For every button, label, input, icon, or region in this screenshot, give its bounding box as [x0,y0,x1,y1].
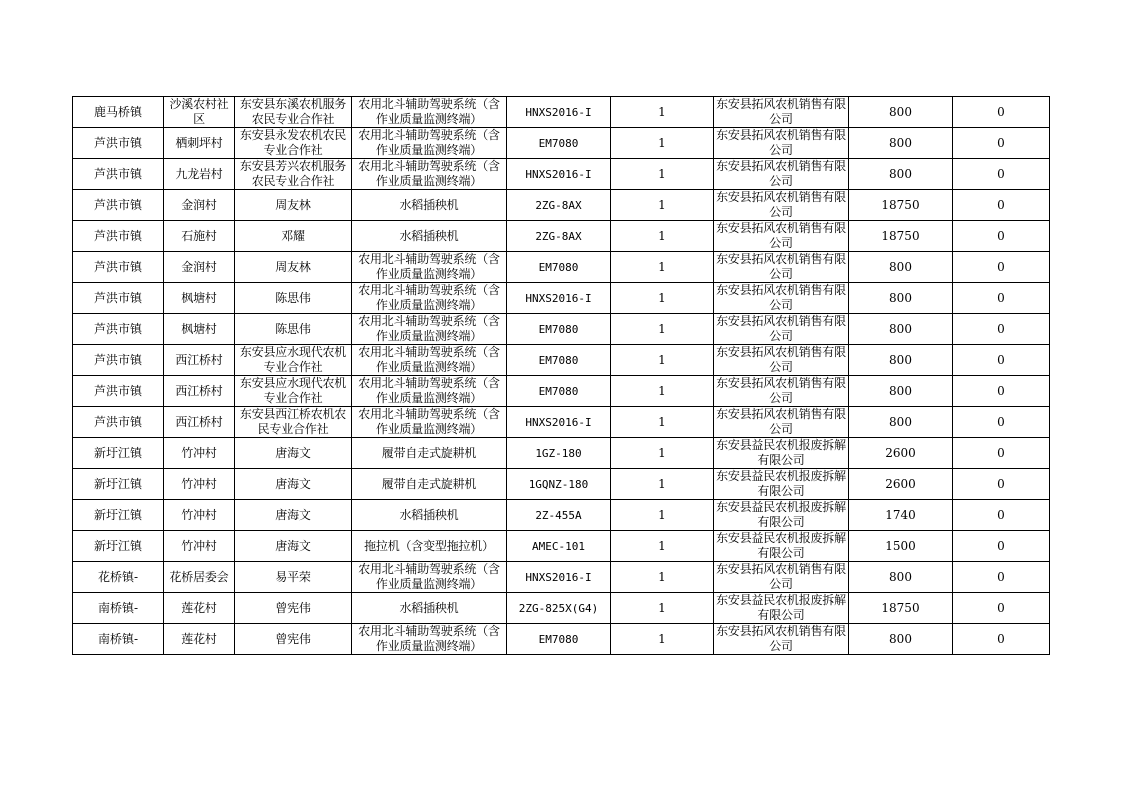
cell-extra-amount: 0 [953,221,1050,252]
cell-quantity: 1 [611,314,714,345]
cell-model: AMEC-101 [507,531,611,562]
table-row [73,190,1050,221]
cell-model: HNXS2016-I [507,97,611,128]
cell-quantity: 1 [611,159,714,190]
table-row [73,469,1050,500]
cell-subsidy-amount: 800 [849,624,953,655]
cell-owner: 东安县应水现代农机专业合作社 [235,376,352,407]
cell-quantity: 1 [611,376,714,407]
cell-extra-amount: 0 [953,407,1050,438]
table-row [73,500,1050,531]
cell-subsidy-amount: 800 [849,159,953,190]
cell-town: 芦洪市镇 [73,314,164,345]
cell-owner: 唐海文 [235,469,352,500]
cell-subsidy-amount: 18750 [849,221,953,252]
cell-village: 竹冲村 [164,469,235,500]
cell-model: 2Z-455A [507,500,611,531]
cell-town: 花桥镇- [73,562,164,593]
cell-seller: 东安县益民农机报废拆解有限公司 [714,593,849,624]
cell-machine: 拖拉机（含变型拖拉机） [352,531,507,562]
cell-town: 芦洪市镇 [73,252,164,283]
cell-town: 芦洪市镇 [73,345,164,376]
cell-model: EM7080 [507,376,611,407]
cell-town: 新圩江镇 [73,469,164,500]
cell-village: 莲花村 [164,593,235,624]
cell-extra-amount: 0 [953,283,1050,314]
cell-subsidy-amount: 18750 [849,593,953,624]
cell-subsidy-amount: 800 [849,345,953,376]
cell-machine: 农用北斗辅助驾驶系统（含作业质量监测终端） [352,314,507,345]
cell-town: 新圩江镇 [73,531,164,562]
cell-model: HNXS2016-I [507,283,611,314]
cell-subsidy-amount: 800 [849,314,953,345]
cell-model: HNXS2016-I [507,407,611,438]
cell-seller: 东安县拓风农机销售有限公司 [714,562,849,593]
table-row [73,128,1050,159]
cell-village: 西江桥村 [164,345,235,376]
cell-machine: 农用北斗辅助驾驶系统（含作业质量监测终端） [352,128,507,159]
cell-quantity: 1 [611,469,714,500]
cell-machine: 农用北斗辅助驾驶系统（含作业质量监测终端） [352,562,507,593]
cell-owner: 曾宪伟 [235,624,352,655]
cell-subsidy-amount: 800 [849,376,953,407]
cell-extra-amount: 0 [953,97,1050,128]
cell-town: 鹿马桥镇 [73,97,164,128]
cell-machine: 水稻插秧机 [352,221,507,252]
cell-owner: 唐海文 [235,438,352,469]
cell-owner: 易平荣 [235,562,352,593]
cell-town: 新圩江镇 [73,438,164,469]
cell-owner: 东安县永发农机农民专业合作社 [235,128,352,159]
cell-seller: 东安县益民农机报废拆解有限公司 [714,531,849,562]
cell-machine: 水稻插秧机 [352,593,507,624]
cell-quantity: 1 [611,500,714,531]
cell-subsidy-amount: 18750 [849,190,953,221]
table-row [73,376,1050,407]
cell-seller: 东安县拓风农机销售有限公司 [714,345,849,376]
cell-seller: 东安县拓风农机销售有限公司 [714,159,849,190]
cell-subsidy-amount: 800 [849,562,953,593]
cell-machine: 农用北斗辅助驾驶系统（含作业质量监测终端） [352,407,507,438]
table-row [73,221,1050,252]
cell-model: EM7080 [507,624,611,655]
cell-village: 石施村 [164,221,235,252]
cell-extra-amount: 0 [953,345,1050,376]
table-row [73,531,1050,562]
table-row [73,407,1050,438]
cell-machine: 履带自走式旋耕机 [352,438,507,469]
cell-subsidy-amount: 800 [849,97,953,128]
cell-model: EM7080 [507,345,611,376]
cell-model: EM7080 [507,314,611,345]
cell-town: 芦洪市镇 [73,128,164,159]
cell-seller: 东安县拓风农机销售有限公司 [714,283,849,314]
cell-extra-amount: 0 [953,500,1050,531]
cell-extra-amount: 0 [953,438,1050,469]
table-row [73,314,1050,345]
cell-village: 金润村 [164,252,235,283]
data-table [72,96,1050,655]
cell-extra-amount: 0 [953,159,1050,190]
cell-quantity: 1 [611,407,714,438]
cell-subsidy-amount: 800 [849,252,953,283]
cell-model: 1GQNZ-180 [507,469,611,500]
table-row [73,345,1050,376]
cell-quantity: 1 [611,562,714,593]
cell-machine: 农用北斗辅助驾驶系统（含作业质量监测终端） [352,252,507,283]
cell-model: 2ZG-8AX [507,190,611,221]
cell-owner: 东安县芳兴农机服务农民专业合作社 [235,159,352,190]
cell-subsidy-amount: 800 [849,407,953,438]
cell-model: 2ZG-8AX [507,221,611,252]
cell-quantity: 1 [611,221,714,252]
cell-seller: 东安县拓风农机销售有限公司 [714,128,849,159]
cell-extra-amount: 0 [953,190,1050,221]
cell-village: 竹冲村 [164,500,235,531]
cell-owner: 曾宪伟 [235,593,352,624]
cell-extra-amount: 0 [953,376,1050,407]
cell-village: 竹冲村 [164,531,235,562]
cell-seller: 东安县拓风农机销售有限公司 [714,221,849,252]
cell-town: 南桥镇- [73,593,164,624]
cell-quantity: 1 [611,283,714,314]
cell-owner: 东安县西江桥农机农民专业合作社 [235,407,352,438]
cell-machine: 农用北斗辅助驾驶系统（含作业质量监测终端） [352,97,507,128]
cell-machine: 农用北斗辅助驾驶系统（含作业质量监测终端） [352,159,507,190]
cell-extra-amount: 0 [953,252,1050,283]
cell-subsidy-amount: 1500 [849,531,953,562]
cell-model: 1GZ-180 [507,438,611,469]
cell-extra-amount: 0 [953,562,1050,593]
cell-owner: 东安县应水现代农机专业合作社 [235,345,352,376]
cell-model: HNXS2016-I [507,562,611,593]
cell-model: EM7080 [507,128,611,159]
cell-subsidy-amount: 2600 [849,438,953,469]
cell-seller: 东安县拓风农机销售有限公司 [714,190,849,221]
table-body [73,97,1050,655]
cell-seller: 东安县益民农机报废拆解有限公司 [714,438,849,469]
cell-quantity: 1 [611,531,714,562]
cell-seller: 东安县拓风农机销售有限公司 [714,376,849,407]
cell-seller: 东安县拓风农机销售有限公司 [714,407,849,438]
cell-village: 花桥居委会 [164,562,235,593]
cell-machine: 农用北斗辅助驾驶系统（含作业质量监测终端） [352,376,507,407]
cell-town: 芦洪市镇 [73,376,164,407]
cell-seller: 东安县益民农机报废拆解有限公司 [714,469,849,500]
cell-seller: 东安县拓风农机销售有限公司 [714,624,849,655]
table-row [73,624,1050,655]
cell-extra-amount: 0 [953,469,1050,500]
cell-machine: 农用北斗辅助驾驶系统（含作业质量监测终端） [352,283,507,314]
cell-town: 芦洪市镇 [73,221,164,252]
cell-seller: 东安县益民农机报废拆解有限公司 [714,500,849,531]
table-row [73,593,1050,624]
table-row [73,97,1050,128]
cell-village: 西江桥村 [164,376,235,407]
cell-owner: 唐海文 [235,500,352,531]
cell-seller: 东安县拓风农机销售有限公司 [714,314,849,345]
cell-machine: 农用北斗辅助驾驶系统（含作业质量监测终端） [352,345,507,376]
cell-village: 枫塘村 [164,314,235,345]
cell-village: 莲花村 [164,624,235,655]
table-row [73,562,1050,593]
cell-quantity: 1 [611,128,714,159]
cell-town: 南桥镇- [73,624,164,655]
cell-quantity: 1 [611,624,714,655]
cell-quantity: 1 [611,345,714,376]
cell-quantity: 1 [611,252,714,283]
cell-model: HNXS2016-I [507,159,611,190]
cell-village: 金润村 [164,190,235,221]
table-row [73,252,1050,283]
table-row [73,283,1050,314]
cell-village: 竹冲村 [164,438,235,469]
cell-village: 西江桥村 [164,407,235,438]
cell-machine: 水稻插秧机 [352,500,507,531]
table-row [73,438,1050,469]
cell-model: EM7080 [507,252,611,283]
cell-town: 芦洪市镇 [73,283,164,314]
cell-extra-amount: 0 [953,624,1050,655]
cell-model: 2ZG-825X(G4) [507,593,611,624]
cell-village: 九龙岩村 [164,159,235,190]
cell-extra-amount: 0 [953,531,1050,562]
cell-village: 枫塘村 [164,283,235,314]
cell-owner: 东安县东溪农机服务农民专业合作社 [235,97,352,128]
cell-subsidy-amount: 1740 [849,500,953,531]
cell-town: 新圩江镇 [73,500,164,531]
cell-subsidy-amount: 2600 [849,469,953,500]
cell-owner: 陈思伟 [235,314,352,345]
cell-village: 沙溪农村社区 [164,97,235,128]
cell-town: 芦洪市镇 [73,190,164,221]
cell-machine: 履带自走式旋耕机 [352,469,507,500]
cell-extra-amount: 0 [953,128,1050,159]
table-row [73,159,1050,190]
cell-town: 芦洪市镇 [73,159,164,190]
cell-machine: 水稻插秧机 [352,190,507,221]
cell-seller: 东安县拓风农机销售有限公司 [714,97,849,128]
cell-machine: 农用北斗辅助驾驶系统（含作业质量监测终端） [352,624,507,655]
cell-extra-amount: 0 [953,314,1050,345]
cell-quantity: 1 [611,97,714,128]
cell-owner: 唐海文 [235,531,352,562]
cell-quantity: 1 [611,438,714,469]
cell-seller: 东安县拓风农机销售有限公司 [714,252,849,283]
cell-subsidy-amount: 800 [849,128,953,159]
cell-owner: 周友林 [235,190,352,221]
cell-subsidy-amount: 800 [849,283,953,314]
cell-quantity: 1 [611,190,714,221]
cell-owner: 周友林 [235,252,352,283]
cell-quantity: 1 [611,593,714,624]
cell-extra-amount: 0 [953,593,1050,624]
cell-town: 芦洪市镇 [73,407,164,438]
cell-village: 栖刺坪村 [164,128,235,159]
cell-owner: 陈思伟 [235,283,352,314]
cell-owner: 邓耀 [235,221,352,252]
